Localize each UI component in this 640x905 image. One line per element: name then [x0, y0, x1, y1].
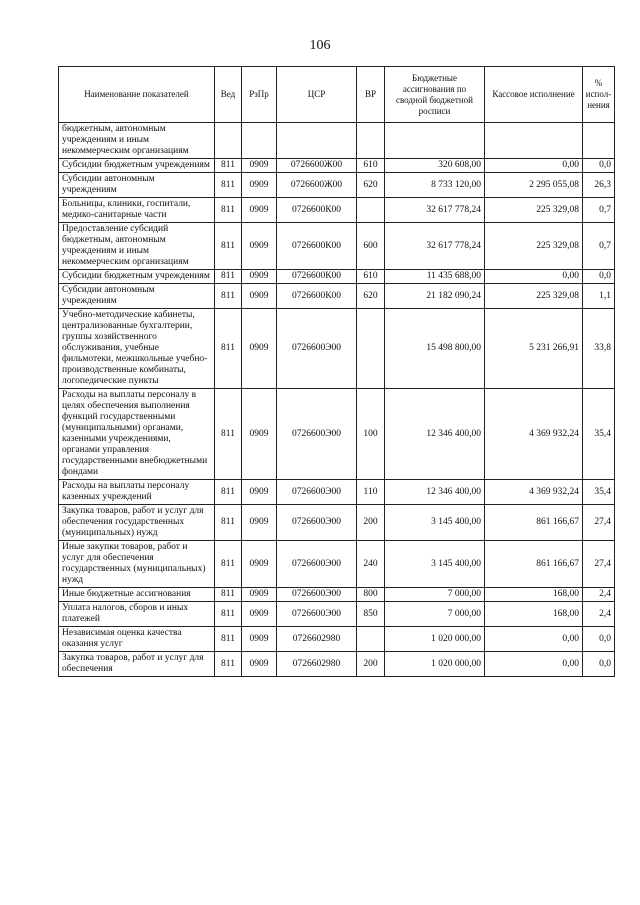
cell-assignments: 12 346 400,00 [385, 480, 485, 505]
cell-ved: 811 [215, 652, 242, 677]
header-cash-execution: Кассовое исполнение [485, 67, 583, 123]
cell-assignments: 8 733 120,00 [385, 173, 485, 198]
cell-assignments: 1 020 000,00 [385, 652, 485, 677]
cell-vr [357, 627, 385, 652]
cell-rzpr: 0909 [242, 284, 277, 309]
cell-cash-execution: 861 166,67 [485, 541, 583, 588]
table-row [59, 652, 615, 677]
cell-execution-percent: 26,3 [583, 173, 615, 198]
cell-csr: 0726602980 [277, 652, 357, 677]
cell-csr: 0726600Э00 [277, 309, 357, 389]
cell-csr [277, 123, 357, 159]
cell-cash-execution: 168,00 [485, 602, 583, 627]
cell-ved: 811 [215, 588, 242, 602]
cell-name: Иные закупки товаров, работ и услуг для обеспечения государственных (муниципальных) нужд [59, 541, 215, 588]
cell-ved [215, 123, 242, 159]
cell-ved: 811 [215, 198, 242, 223]
cell-rzpr: 0909 [242, 223, 277, 270]
cell-cash-execution: 0,00 [485, 652, 583, 677]
cell-assignments: 3 145 400,00 [385, 541, 485, 588]
cell-cash-execution: 0,00 [485, 159, 583, 173]
cell-vr: 620 [357, 284, 385, 309]
cell-rzpr: 0909 [242, 652, 277, 677]
cell-ved: 811 [215, 627, 242, 652]
header-assignments: Бюджетные ассигнования по сводной бюджетной росписи [385, 67, 485, 123]
cell-execution-percent: 0,0 [583, 159, 615, 173]
cell-ved: 811 [215, 159, 242, 173]
cell-csr: 0726600Ж00 [277, 159, 357, 173]
cell-rzpr: 0909 [242, 480, 277, 505]
cell-csr: 0726600Э00 [277, 602, 357, 627]
header-csr: ЦСР [277, 67, 357, 123]
table-row [59, 159, 615, 173]
cell-rzpr: 0909 [242, 602, 277, 627]
cell-vr: 850 [357, 602, 385, 627]
cell-vr: 100 [357, 389, 385, 480]
header-execution-percent: % испол-нения [583, 67, 615, 123]
cell-name: Независимая оценка качества оказания услуг [59, 627, 215, 652]
cell-rzpr: 0909 [242, 309, 277, 389]
cell-assignments: 3 145 400,00 [385, 505, 485, 541]
cell-rzpr [242, 123, 277, 159]
cell-name: Субсидии бюджетным учреждениям [59, 159, 215, 173]
cell-execution-percent: 0,7 [583, 223, 615, 270]
cell-vr [357, 309, 385, 389]
cell-csr: 0726600К00 [277, 223, 357, 270]
cell-name: Субсидии автономным учреждениям [59, 173, 215, 198]
table-row [59, 588, 615, 602]
table-row [59, 123, 615, 159]
cell-vr [357, 198, 385, 223]
cell-vr: 620 [357, 173, 385, 198]
cell-execution-percent: 2,4 [583, 588, 615, 602]
header-name: Наименование показателей [59, 67, 215, 123]
cell-csr: 0726600К00 [277, 198, 357, 223]
cell-csr: 0726600Э00 [277, 389, 357, 480]
cell-assignments [385, 123, 485, 159]
cell-name: Расходы на выплаты персоналу казенных учреждений [59, 480, 215, 505]
cell-execution-percent: 0,7 [583, 198, 615, 223]
cell-assignments: 15 498 800,00 [385, 309, 485, 389]
cell-vr: 600 [357, 223, 385, 270]
table-row [59, 627, 615, 652]
cell-vr: 610 [357, 270, 385, 284]
cell-rzpr: 0909 [242, 627, 277, 652]
cell-csr: 0726600Э00 [277, 588, 357, 602]
table-row [59, 541, 615, 588]
cell-rzpr: 0909 [242, 505, 277, 541]
table-row [59, 223, 615, 270]
cell-csr: 0726602980 [277, 627, 357, 652]
cell-assignments: 1 020 000,00 [385, 627, 485, 652]
cell-execution-percent: 0,0 [583, 270, 615, 284]
cell-vr [357, 123, 385, 159]
table-row [59, 309, 615, 389]
cell-cash-execution: 4 369 932,24 [485, 480, 583, 505]
cell-csr: 0726600Э00 [277, 480, 357, 505]
cell-execution-percent: 35,4 [583, 480, 615, 505]
table-row [59, 480, 615, 505]
cell-ved: 811 [215, 389, 242, 480]
cell-ved: 811 [215, 309, 242, 389]
cell-cash-execution: 2 295 055,08 [485, 173, 583, 198]
cell-execution-percent [583, 123, 615, 159]
cell-vr: 240 [357, 541, 385, 588]
cell-csr: 0726600К00 [277, 270, 357, 284]
header-vr: ВР [357, 67, 385, 123]
cell-vr: 800 [357, 588, 385, 602]
cell-vr: 200 [357, 652, 385, 677]
cell-execution-percent: 33,8 [583, 309, 615, 389]
cell-vr: 200 [357, 505, 385, 541]
cell-cash-execution: 0,00 [485, 270, 583, 284]
cell-cash-execution: 5 231 266,91 [485, 309, 583, 389]
cell-execution-percent: 2,4 [583, 602, 615, 627]
cell-name: Уплата налогов, сборов и иных платежей [59, 602, 215, 627]
table-row [59, 389, 615, 480]
cell-name: Учебно-методические кабинеты, централизованные бухгалтерии, группы хозяйственного обслуживания, учебные фильмотеки, межшкольные учебно-производственные комбинаты, логопедические пункты [59, 309, 215, 389]
cell-name: бюджетным, автономным учреждениям и иным некоммерческим организациям [59, 123, 215, 159]
cell-name: Предоставление субсидий бюджетным, автономным учреждениям и иным некоммерческим организациям [59, 223, 215, 270]
table-row [59, 505, 615, 541]
cell-rzpr: 0909 [242, 588, 277, 602]
cell-vr: 110 [357, 480, 385, 505]
table-row [59, 173, 615, 198]
cell-execution-percent: 27,4 [583, 541, 615, 588]
cell-ved: 811 [215, 284, 242, 309]
cell-name: Закупка товаров, работ и услуг для обеспечения государственных (муниципальных) нужд [59, 505, 215, 541]
cell-name: Иные бюджетные ассигнования [59, 588, 215, 602]
cell-execution-percent: 35,4 [583, 389, 615, 480]
cell-cash-execution: 225 329,08 [485, 223, 583, 270]
table-row [59, 284, 615, 309]
cell-rzpr: 0909 [242, 541, 277, 588]
cell-assignments: 21 182 090,24 [385, 284, 485, 309]
cell-execution-percent: 0,0 [583, 652, 615, 677]
cell-name: Больницы, клиники, госпитали, медико-санитарные части [59, 198, 215, 223]
cell-cash-execution: 225 329,08 [485, 284, 583, 309]
cell-ved: 811 [215, 270, 242, 284]
cell-ved: 811 [215, 480, 242, 505]
cell-rzpr: 0909 [242, 198, 277, 223]
cell-ved: 811 [215, 505, 242, 541]
cell-assignments: 11 435 688,00 [385, 270, 485, 284]
cell-rzpr: 0909 [242, 173, 277, 198]
page-number: 106 [309, 38, 331, 53]
cell-execution-percent: 1,1 [583, 284, 615, 309]
cell-cash-execution: 4 369 932,24 [485, 389, 583, 480]
cell-name: Закупка товаров, работ и услуг для обеспечения [59, 652, 215, 677]
cell-execution-percent: 27,4 [583, 505, 615, 541]
cell-ved: 811 [215, 173, 242, 198]
cell-assignments: 32 617 778,24 [385, 198, 485, 223]
cell-cash-execution: 168,00 [485, 588, 583, 602]
cell-csr: 0726600Э00 [277, 541, 357, 588]
cell-ved: 811 [215, 223, 242, 270]
cell-rzpr: 0909 [242, 270, 277, 284]
cell-vr: 610 [357, 159, 385, 173]
cell-execution-percent: 0,0 [583, 627, 615, 652]
cell-assignments: 12 346 400,00 [385, 389, 485, 480]
header-row [59, 67, 615, 123]
cell-name: Субсидии автономным учреждениям [59, 284, 215, 309]
table-row [59, 198, 615, 223]
budget-table [58, 66, 615, 677]
cell-name: Субсидии бюджетным учреждениям [59, 270, 215, 284]
cell-csr: 0726600Э00 [277, 505, 357, 541]
cell-assignments: 7 000,00 [385, 602, 485, 627]
cell-assignments: 7 000,00 [385, 588, 485, 602]
cell-csr: 0726600Ж00 [277, 173, 357, 198]
header-rzpr: РзПр [242, 67, 277, 123]
cell-cash-execution: 861 166,67 [485, 505, 583, 541]
cell-rzpr: 0909 [242, 389, 277, 480]
cell-ved: 811 [215, 541, 242, 588]
cell-name: Расходы на выплаты персоналу в целях обеспечения выполнения функций государственными (муниципальными) органами, казенными учреждениями, органами управления государственными внебюджетными фондами [59, 389, 215, 480]
cell-assignments: 320 608,00 [385, 159, 485, 173]
table-row [59, 602, 615, 627]
header-ved: Вед [215, 67, 242, 123]
cell-csr: 0726600К00 [277, 284, 357, 309]
table-row [59, 270, 615, 284]
cell-rzpr: 0909 [242, 159, 277, 173]
cell-cash-execution: 225 329,08 [485, 198, 583, 223]
cell-assignments: 32 617 778,24 [385, 223, 485, 270]
cell-cash-execution: 0,00 [485, 627, 583, 652]
cell-cash-execution [485, 123, 583, 159]
cell-ved: 811 [215, 602, 242, 627]
